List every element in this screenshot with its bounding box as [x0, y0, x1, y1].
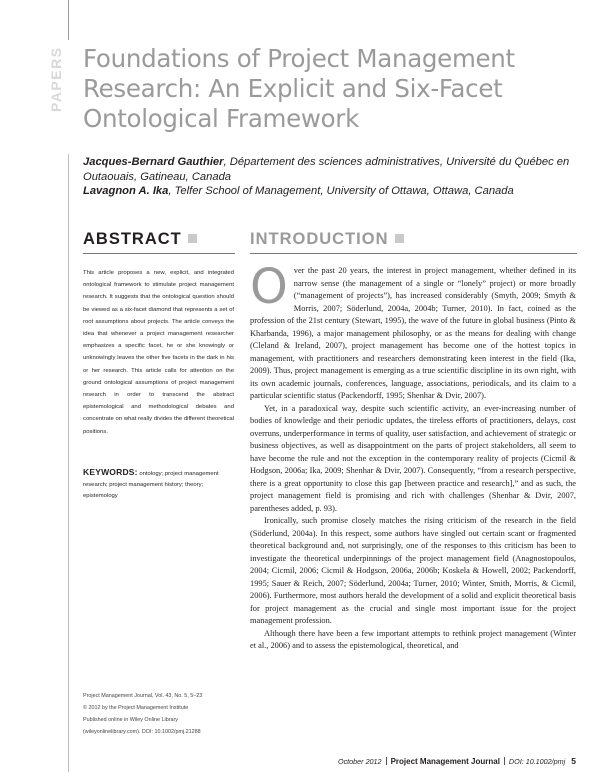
- paragraph-4: Although there have been a few important attempts to rethink project management (Winter et al., 2006) and to assess the epistemological, theoretical, and: [250, 628, 576, 650]
- left-margin-rule: [68, 154, 69, 772]
- section-tag: PAPERS: [48, 46, 64, 112]
- page-number: 5: [571, 756, 576, 766]
- author-2-name: Lavagnon A. Ika: [83, 185, 169, 198]
- journal-doi: (wileyonlinelibrary.com). DOI: 10.1002/pmj.21288: [83, 729, 201, 736]
- paragraph-3: Ironically, such promise closely matches the rising criticism of the research in the field (Söderlund, 2004a). In this respect, some authors have singled out certain scant or fragmented theoretical background and, not surprisingly, one of the responses to this criticism has been to investigate the theoretical underpinnings of the project management field (Anagnostopoulos, 2004; Cicmil, 2006; Cicmil & Hodgson, 2006a, 2006b; Koskela & Howell, 2002; Packendorff, 1995; Sauer & Reich, 2007; Söderlund, 2004a; Turner, 2010; Winter, Smith, Morris, & Cicmil, 2006). Furthermore, most authors herald the development of a solid and explicit theoretical basis for project management as the crucial and single most important issue for the project management profession.: [250, 516, 576, 625]
- author-1: Jacques-Bernard Gauthier, Département des sciences administratives, Université du Québec en Outaouais, Gatineau, Canada: [83, 156, 570, 183]
- author-1-name: Jacques-Bernard Gauthier: [83, 156, 224, 168]
- article-title: Foundations of Project Management Research: An Explicit and Six-Facet Ontological Framework: [83, 44, 515, 133]
- footer-journal: Project Management Journal: [390, 757, 500, 766]
- journal-citation: Project Management Journal, Vol. 43, No. 5, 5–23: [83, 693, 203, 699]
- keywords-text: ontology; project management research; project management history; theory; epistemology: [83, 471, 219, 499]
- paragraph-2: Yet, in a paradoxical way, despite such scientific activity, an ever-increasing number of bodies of knowledge and their periodic updates, the tireless efforts of practitioners, delays, cost overruns, underperformance in terms of quality, user satisfaction, and achievement of strategic or business objectives, as well as disappointment on the parts of project stakeholders, all seem to have become the rule and not the exception in the contemporary reality of projects (Cicmil & Hodgson, 2006a; Ika, 2009; Shenhar & Dvir, 2007). Consequently, “from a research perspective, there is a great opportunity to close this gap [between practice and research],” and as such, the project management field is promising and rich with challenges (Shenhar & Dvir, 2007, parentheses added, p. 93).: [250, 403, 576, 513]
- paragraph-1-text: ver the past 20 years, the interest in project management, whether defined in its narrow sense (the management of a single or “lonely” project) or more broadly (“management of projects”), has increased considerably (Smyth, 2009; Smyth & Morris, 2007; Söderlund, 2004a, 2004b; Turner, 2010). In fact, coined as the profession of the 21st century (Stewart, 1995), the wave of the future in global business (Pinto & Kharbanda, 1996), a major management philosophy, or as the means for dealing with change (Cleland & Ireland, 2007), project management has become one of the hottest topics in management, with practitioners and researchers demonstrating keen interest in the field (Ika, 2009). Thus, project management is emerging as a true scientific discipline in its own right, with its own academic journals, conferences, language, associations, periodicals, and its claim to a particular scientific status (Packendorff, 1995; Shenhar & Dvir, 2007).: [250, 266, 576, 400]
- drop-cap: O: [250, 259, 288, 315]
- author-block: [83, 155, 583, 199]
- footer-doi: DOI: 10.1002/pmj: [508, 757, 566, 766]
- introduction-body: [250, 259, 576, 653]
- footer-date: October 2012: [338, 757, 382, 766]
- journal-info: [83, 690, 238, 738]
- author-2: Lavagnon A. Ika, Telfer School of Management, University of Ottawa, Ottawa, Canada: [83, 185, 514, 198]
- introduction-heading: [250, 230, 570, 249]
- footer-divider: [386, 757, 387, 765]
- square-bullet-icon: [395, 234, 404, 243]
- keywords-label: KEYWORDS:: [83, 467, 138, 477]
- introduction-heading-text: INTRODUCTION: [250, 230, 389, 248]
- footer-divider: [504, 757, 505, 765]
- page-footer: [250, 756, 576, 766]
- abstract-heading-text: ABSTRACT: [83, 230, 182, 248]
- journal-published: Published online in Wiley Online Library: [83, 717, 178, 724]
- introduction-rule: [250, 253, 577, 254]
- square-bullet-icon: [188, 234, 197, 243]
- author-2-affiliation: Telfer School of Management, University of Ottawa, Ottawa, Canada: [174, 185, 514, 198]
- journal-copyright: © 2012 by the Project Management Institute: [83, 705, 189, 712]
- abstract-text: This article proposes a new, explicit, and integrated ontological framework to stimulate project management research. It suggests that the ontological question should be viewed as a six-facet diamond that represents a set of root assumptions about projects. The article conveys the idea that whenever a project management researcher emphasizes a specific facet, he or she knowingly or unknowingly leaves the other five facets in the dark in his or her research. This article calls for attention on the ground ontological assumptions of project management research in order to transcend the abstract epistemological and methodological debates and concentrate on what really divides the different theoretical positions.: [83, 270, 234, 435]
- top-margin-rule: [68, 0, 69, 40]
- paragraph-1: [250, 259, 576, 403]
- abstract-rule: [83, 253, 235, 254]
- author-1-affiliation: Département des sciences administratives, Université du Québec en Outaouais, Gatineau, Canada: [83, 156, 570, 183]
- keywords-block: [83, 467, 234, 502]
- abstract-heading: [83, 230, 233, 249]
